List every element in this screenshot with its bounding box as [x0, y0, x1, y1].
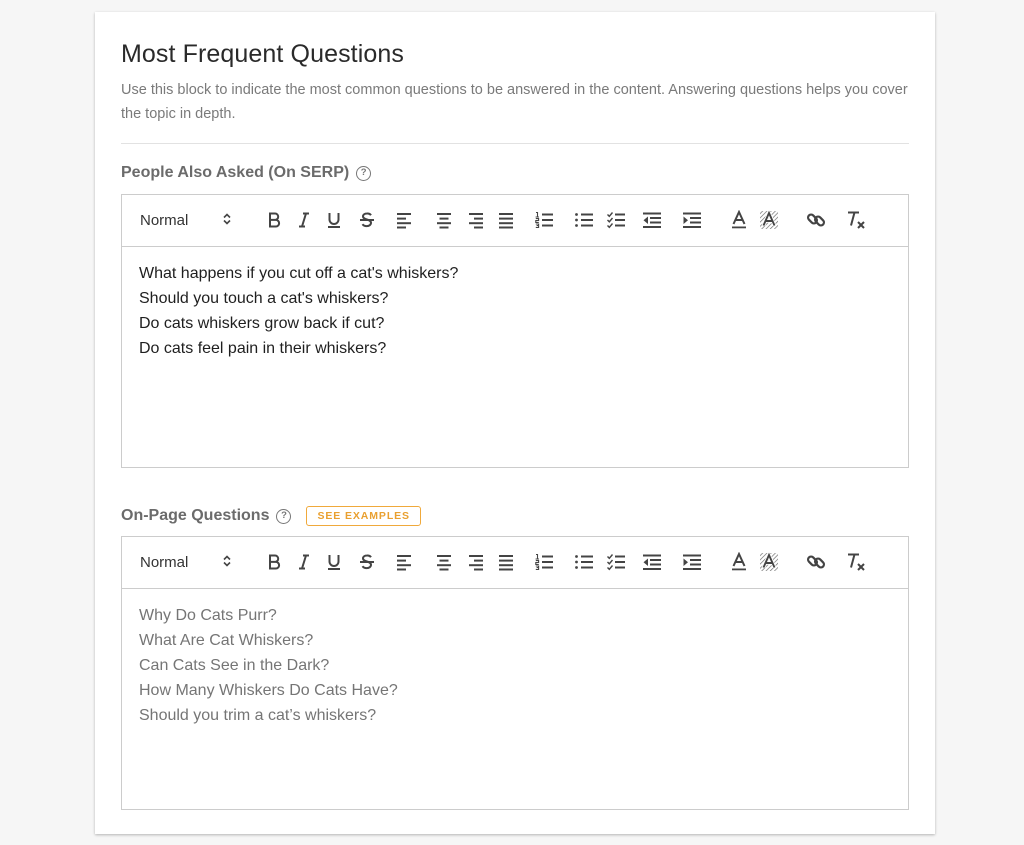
- bullet-list-icon[interactable]: [572, 208, 596, 232]
- question-line: What happens if you cut off a cat's whiskers?: [139, 265, 459, 282]
- format-select-value: Normal: [140, 211, 189, 229]
- align-center-icon[interactable]: [432, 208, 456, 232]
- format-select[interactable]: [140, 550, 236, 574]
- editor-toolbar: [122, 537, 908, 589]
- question-circle-icon[interactable]: ?: [356, 166, 371, 181]
- bullet-list-icon[interactable]: [572, 550, 596, 574]
- align-justify-icon[interactable]: [494, 550, 518, 574]
- align-left-icon[interactable]: [392, 550, 416, 574]
- underline-icon[interactable]: [322, 550, 346, 574]
- question-line: How Many Whiskers Do Cats Have?: [139, 682, 398, 699]
- editor-content[interactable]: [122, 247, 908, 375]
- select-arrows-icon: [222, 554, 232, 573]
- question-line: Why Do Cats Purr?: [139, 607, 277, 624]
- indent-icon[interactable]: [680, 208, 704, 232]
- on-page-questions-label: [121, 506, 421, 526]
- editor-toolbar: [122, 195, 908, 247]
- section-label-text: People Also Asked (On SERP): [121, 164, 350, 181]
- question-line: Should you touch a cat's whiskers?: [139, 290, 389, 307]
- outdent-icon[interactable]: [640, 208, 664, 232]
- italic-icon[interactable]: [292, 550, 316, 574]
- section-label-text: On-Page Questions: [121, 507, 270, 524]
- people-also-asked-editor: [121, 194, 909, 468]
- question-line: Do cats feel pain in their whiskers?: [139, 340, 387, 357]
- people-also-asked-label: [121, 164, 371, 182]
- align-center-icon[interactable]: [432, 550, 456, 574]
- text-color-icon[interactable]: [727, 550, 751, 574]
- underline-icon[interactable]: [322, 208, 346, 232]
- bold-icon[interactable]: [262, 208, 286, 232]
- on-page-questions-editor: [121, 536, 909, 810]
- indent-icon[interactable]: [680, 550, 704, 574]
- checklist-icon[interactable]: [604, 550, 628, 574]
- question-line: Should you trim a cat’s whiskers?: [139, 707, 377, 724]
- align-justify-icon[interactable]: [494, 208, 518, 232]
- link-icon[interactable]: [804, 208, 828, 232]
- clear-format-icon[interactable]: [844, 550, 868, 574]
- text-color-icon[interactable]: [727, 208, 751, 232]
- background-color-icon[interactable]: [757, 550, 781, 574]
- editor-content[interactable]: [122, 589, 908, 742]
- question-line: Can Cats See in the Dark?: [139, 657, 330, 674]
- question-line: Do cats whiskers grow back if cut?: [139, 315, 385, 332]
- card-description: Use this block to indicate the most common questions to be answered in the content. Answering questions helps you cover the topic in depth.: [121, 82, 908, 122]
- link-icon[interactable]: [804, 550, 828, 574]
- format-select-value: Normal: [140, 553, 189, 571]
- strikethrough-icon[interactable]: [355, 550, 379, 574]
- checklist-icon[interactable]: [604, 208, 628, 232]
- background-color-icon[interactable]: [757, 208, 781, 232]
- ordered-list-icon[interactable]: [532, 208, 556, 232]
- question-circle-icon[interactable]: ?: [276, 509, 291, 524]
- italic-icon[interactable]: [292, 208, 316, 232]
- align-right-icon[interactable]: [464, 208, 488, 232]
- outdent-icon[interactable]: [640, 550, 664, 574]
- align-left-icon[interactable]: [392, 208, 416, 232]
- strikethrough-icon[interactable]: [355, 208, 379, 232]
- question-line: What Are Cat Whiskers?: [139, 632, 314, 649]
- divider: [121, 143, 909, 144]
- card-title: Most Frequent Questions: [121, 40, 404, 68]
- select-arrows-icon: [222, 212, 232, 231]
- ordered-list-icon[interactable]: [532, 550, 556, 574]
- clear-format-icon[interactable]: [844, 208, 868, 232]
- align-right-icon[interactable]: [464, 550, 488, 574]
- frequent-questions-card: [95, 12, 935, 834]
- see-examples-button[interactable]: SEE EXAMPLES: [306, 506, 421, 526]
- format-select[interactable]: [140, 208, 236, 232]
- bold-icon[interactable]: [262, 550, 286, 574]
